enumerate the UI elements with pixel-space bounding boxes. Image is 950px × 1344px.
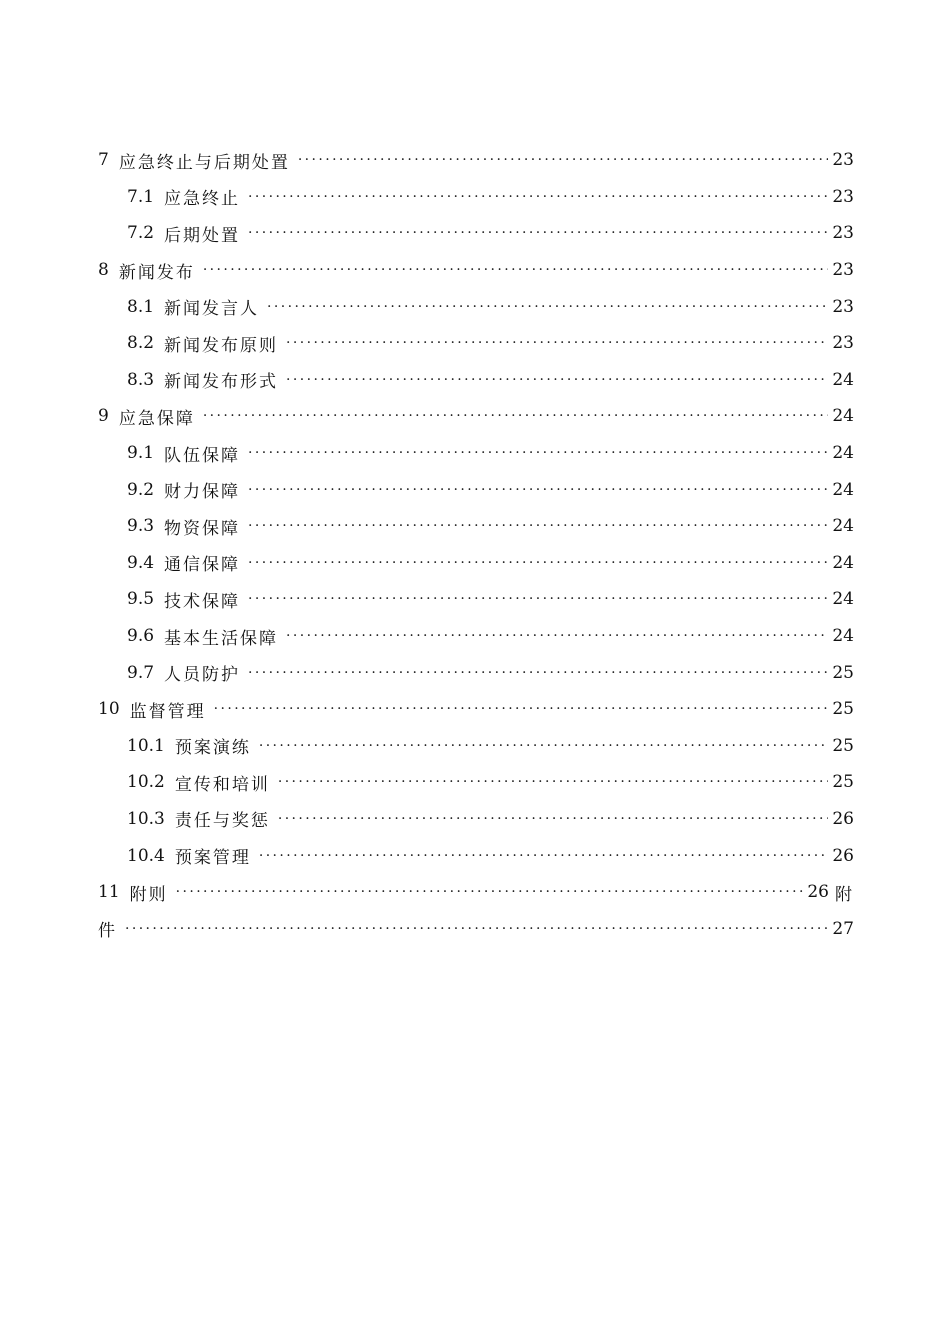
toc-entry-9-1[interactable] — [98, 435, 854, 472]
toc-dot-leader — [203, 263, 829, 277]
toc-entry-title: 物资保障 — [164, 518, 241, 539]
toc-entry-page: 23 — [832, 223, 854, 244]
toc-entry-8-1[interactable] — [98, 288, 854, 325]
toc-entry-page: 25 — [832, 772, 854, 793]
toc-dot-leader — [248, 519, 828, 533]
toc-dot-leader — [298, 153, 829, 167]
toc-entry-10-3[interactable] — [98, 801, 854, 838]
toc-entry-title: 后期处置 — [164, 225, 241, 246]
toc-entry-number: 9.5 — [127, 589, 155, 610]
toc-entry-8-3[interactable] — [98, 362, 854, 399]
toc-entry-10-2[interactable] — [98, 764, 854, 801]
toc-entry-page: 27 — [832, 918, 854, 939]
toc-entry-page: 24 — [832, 626, 854, 647]
toc-entry-8-2[interactable] — [98, 325, 854, 362]
toc-entry-number: 8 — [98, 260, 109, 281]
toc-entry-title: 财力保障 — [164, 482, 241, 503]
toc-dot-leader — [203, 409, 829, 423]
toc-dot-leader — [286, 629, 828, 643]
toc-dot-leader — [248, 556, 828, 570]
toc-entry-number: 9.1 — [127, 443, 155, 464]
toc-entry-title: 应急终止与后期处置 — [118, 152, 290, 173]
toc-entry-9-7[interactable] — [98, 654, 854, 691]
toc-entry-page: 24 — [832, 406, 854, 427]
toc-entry-number: 8.2 — [127, 333, 155, 354]
toc-entry-page: 26 — [832, 808, 854, 829]
toc-entry-page: 24 — [832, 479, 854, 500]
toc-dot-leader — [248, 446, 828, 460]
toc-entry-page: 24 — [832, 516, 854, 537]
toc-entry-number: 10.1 — [127, 735, 165, 756]
toc-dot-leader — [125, 922, 828, 936]
toc-entry-9[interactable] — [98, 398, 854, 435]
toc-dot-leader — [286, 336, 828, 350]
toc-entry-title: 队伍保障 — [164, 445, 241, 466]
toc-entry-title: 监督管理 — [129, 701, 206, 722]
toc-entry-title: 责任与奖惩 — [174, 811, 270, 832]
toc-entry-page: 24 — [832, 369, 854, 390]
toc-entry-page: 24 — [832, 552, 854, 573]
toc-entry-title: 新闻发布 — [118, 262, 195, 283]
toc-dot-leader — [248, 190, 828, 204]
toc-dot-leader — [176, 885, 804, 899]
toc-entry-number: 9.6 — [127, 626, 155, 647]
toc-entry-8[interactable] — [98, 252, 854, 289]
toc-entry-9-4[interactable] — [98, 545, 854, 582]
toc-entry-number: 9.3 — [127, 516, 155, 537]
toc-entry-title: 件 — [98, 921, 117, 942]
toc-entry-number: 11 — [98, 882, 120, 903]
toc-entry-title: 应急终止 — [164, 189, 241, 210]
toc-entry-number: 10 — [98, 699, 120, 720]
toc-entry-title: 新闻发言人 — [164, 299, 260, 320]
toc-entry-number: 8.3 — [127, 369, 155, 390]
toc-entry-number: 7 — [98, 150, 109, 171]
toc-dot-leader — [248, 226, 828, 240]
toc-entry-11[interactable] — [98, 874, 854, 911]
toc-entry-title: 新闻发布形式 — [164, 372, 279, 393]
toc-entry-page: 23 — [832, 260, 854, 281]
toc-entry-page: 23 — [832, 333, 854, 354]
toc-entry-7-2[interactable] — [98, 215, 854, 252]
toc-entry-wrapped-text: 附 — [835, 884, 854, 905]
toc-entry-page: 24 — [832, 443, 854, 464]
toc-dot-leader — [248, 483, 828, 497]
toc-entry-title: 预案管理 — [174, 848, 251, 869]
toc-entry-number: 9.4 — [127, 552, 155, 573]
toc-entry-9-6[interactable] — [98, 618, 854, 655]
toc-dot-leader — [286, 373, 828, 387]
toc-entry-title: 通信保障 — [164, 555, 241, 576]
toc-entry-number: 9 — [98, 406, 109, 427]
toc-entry-title: 新闻发布原则 — [164, 335, 279, 356]
toc-entry-appendix[interactable] — [98, 910, 854, 947]
toc-entry-9-3[interactable] — [98, 508, 854, 545]
toc-entry-title: 预案演练 — [174, 738, 251, 759]
toc-entry-7[interactable] — [98, 142, 854, 179]
toc-entry-title: 技术保障 — [164, 591, 241, 612]
toc-dot-leader — [278, 812, 829, 826]
toc-entry-number: 10.3 — [127, 808, 165, 829]
toc-entry-page: 25 — [832, 699, 854, 720]
toc-entry-title: 附则 — [129, 884, 168, 905]
toc-dot-leader — [278, 775, 829, 789]
toc-entry-title: 基本生活保障 — [164, 628, 279, 649]
toc-entry-title: 应急保障 — [118, 408, 195, 429]
toc-entry-number: 9.7 — [127, 662, 155, 683]
toc-entry-page: 25 — [832, 662, 854, 683]
toc-dot-leader — [248, 666, 828, 680]
table-of-contents — [98, 142, 854, 947]
toc-dot-leader — [259, 739, 829, 753]
toc-entry-10-4[interactable] — [98, 837, 854, 874]
toc-entry-page: 23 — [832, 296, 854, 317]
toc-entry-10-1[interactable] — [98, 728, 854, 765]
toc-entry-9-5[interactable] — [98, 581, 854, 618]
toc-entry-7-1[interactable] — [98, 179, 854, 216]
toc-entry-number: 7.1 — [127, 186, 155, 207]
toc-entry-title: 宣传和培训 — [174, 774, 270, 795]
toc-entry-10[interactable] — [98, 691, 854, 728]
toc-entry-number: 7.2 — [127, 223, 155, 244]
toc-entry-page: 23 — [832, 186, 854, 207]
toc-entry-title: 人员防护 — [164, 665, 241, 686]
toc-dot-leader — [214, 702, 829, 716]
toc-entry-9-2[interactable] — [98, 471, 854, 508]
toc-dot-leader — [248, 592, 828, 606]
toc-entry-page: 26 — [807, 882, 829, 903]
toc-entry-number: 10.4 — [127, 845, 165, 866]
toc-entry-number: 10.2 — [127, 772, 165, 793]
toc-entry-page: 24 — [832, 589, 854, 610]
toc-dot-leader — [259, 849, 829, 863]
toc-entry-number: 8.1 — [127, 296, 155, 317]
toc-entry-page: 26 — [832, 845, 854, 866]
toc-entry-page: 23 — [832, 150, 854, 171]
toc-entry-number: 9.2 — [127, 479, 155, 500]
toc-entry-page: 25 — [832, 735, 854, 756]
toc-dot-leader — [267, 300, 828, 314]
